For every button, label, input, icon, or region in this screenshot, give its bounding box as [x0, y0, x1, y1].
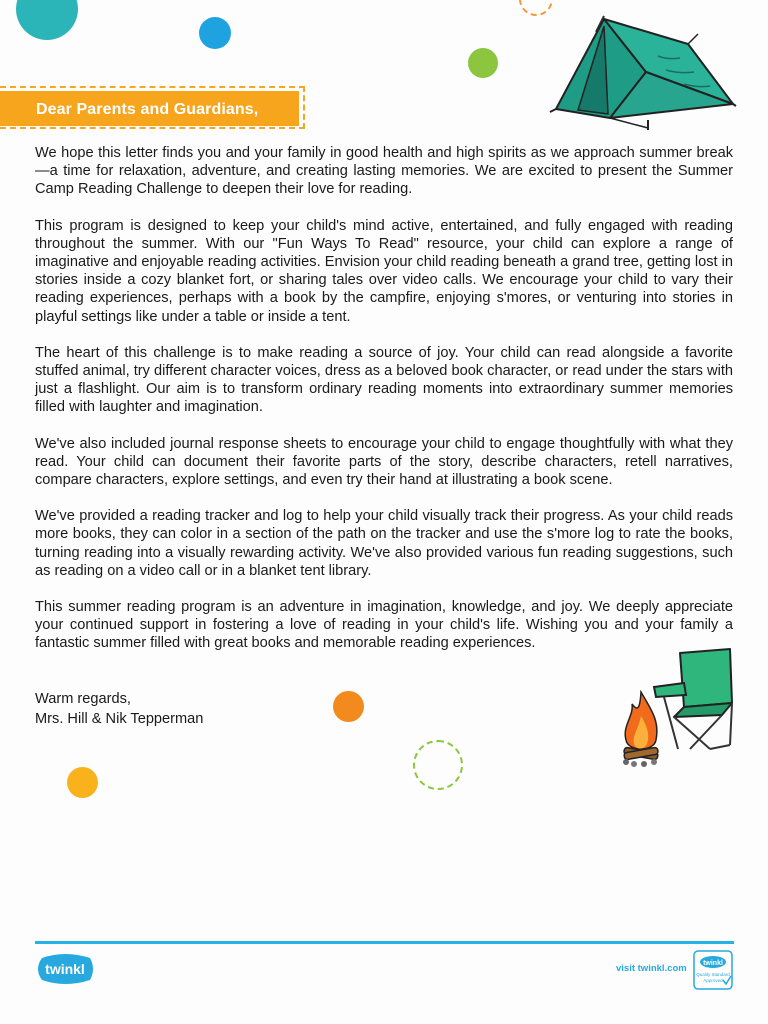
letter-salutation: Dear Parents and Guardians, [36, 101, 259, 118]
paragraph: We've also included journal response sheets to encourage your child to engage thoughtfully with what they read. Your child can document their favorite parts of the story, describe characters, retell narratives, compare characters, explore settings, and even try their hand at illustrating a book scene. [35, 435, 733, 489]
twinkl-logo[interactable] [36, 952, 94, 986]
signature-names: Mrs. Hill & Nik Tepperman [35, 710, 204, 727]
paragraph: We hope this letter finds you and your family in good health and high spirits as we approach summer break—a time for relaxation, adventure, and creating lasting memories. We are excited to present the Summer Camp Reading Challenge to deepen their love for reading. [35, 145, 733, 198]
signoff [35, 690, 203, 729]
paragraph: This summer reading program is an adventure in imagination, knowledge, and joy. We deeply appreciate your continued support in fostering a love of reading in your child's life. Wishing you and your family a fantastic summer filled with great books and memorable reading experiences. [35, 599, 733, 652]
badge-logo-text: twinkl [703, 960, 723, 967]
green-dashed-circle [413, 740, 463, 790]
badge-text-line: Quality Standard [696, 972, 730, 977]
quality-standard-badge [693, 950, 733, 990]
green-dot [468, 48, 498, 78]
badge-text-line: Approved [703, 978, 723, 983]
campfire-illustration [620, 690, 662, 768]
tent-illustration [548, 14, 738, 132]
twinkl-logo-text: twinkl [45, 961, 85, 977]
teal-dot [16, 0, 78, 40]
camping-chair-illustration [650, 645, 738, 755]
yellow-dot [67, 767, 98, 798]
letter-body [35, 144, 733, 671]
closing-text: Warm regards, [35, 691, 131, 707]
blue-dot [199, 17, 231, 49]
orange-dot [333, 691, 364, 722]
paragraph: We've provided a reading tracker and log to help your child visually track their progress. As your child reads more books, they can color in a section of the path on the tracker and use the s'more log to rate the books, turning reading into a visually rewarding activity. We've also provided various fun reading suggestions, such as reading on a video call or in a blanket tent library. [35, 508, 733, 579]
paragraph: The heart of this challenge is to make reading a source of joy. Your child can read alongside a favorite stuffed animal, try different character voices, dress as a beloved book character, or read under the stars with just a flashlight. Our aim is to transform ordinary reading moments into extraordinary summer memories filled with laughter and imagination. [35, 344, 733, 416]
visit-twinkl-link[interactable]: visit twinkl.com [616, 963, 687, 974]
footer-divider [35, 941, 734, 944]
paragraph: This program is designed to keep your child's mind active, entertained, and fully engaged with reading throughout the summer. With our "Fun Ways To Read" resource, your child can explore a range of imaginative and enjoyable reading activities. Envision your child reading beneath a grand tree, getting lost in stories inside a cozy blanket fort, or sharing tales over video calls. We encourage your child to vary their reading experiences, perhaps with a book by the campfire, enjoying s'mores, or venturing into stories in playful settings like under a table or inside a tent. [35, 217, 733, 325]
